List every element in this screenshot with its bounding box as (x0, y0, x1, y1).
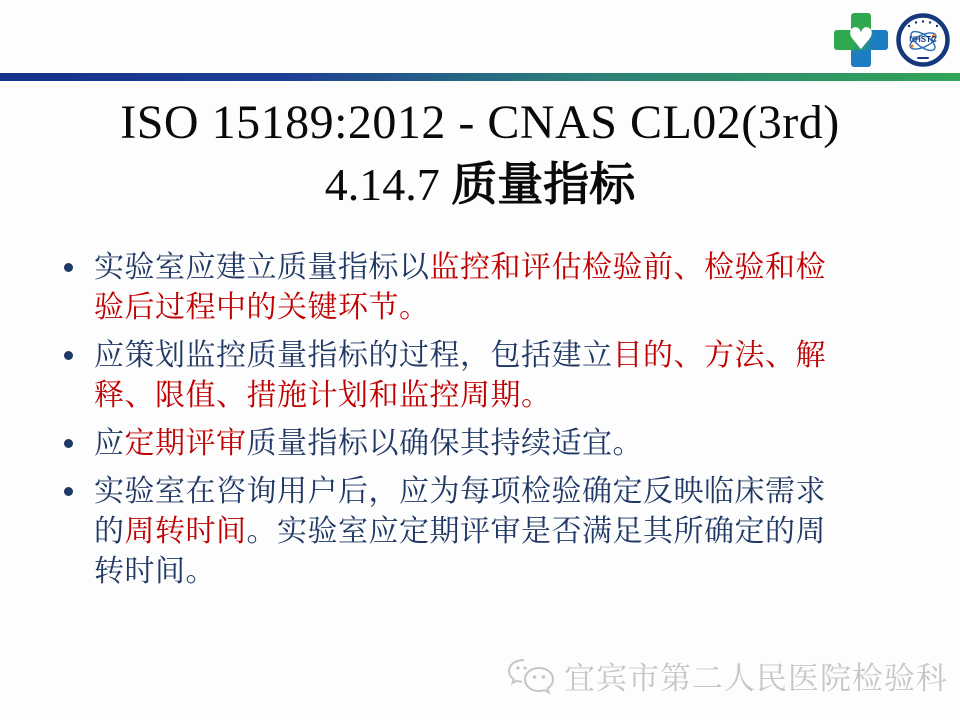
footer-watermark (506, 653, 948, 698)
title-clause (0, 154, 960, 215)
bullet-item-2 (62, 336, 852, 416)
bullet-2-segment-2: 目的、方法、解释、限值、措施计划和监控周期。 (94, 339, 826, 412)
watermark-text: 宜宾市第二人民医院检验科 (564, 661, 948, 696)
uhstc-badge-logo (896, 13, 950, 67)
wechat-icon (506, 656, 558, 696)
title-standard-ref: ISO 15189:2012 - CNAS CL02(3rd) (120, 96, 840, 149)
bullet-1-segment-1: 实验室应建立质量指标以 (94, 251, 430, 284)
bullet-4-segment-1: 实验室在咨询用户后，应为每项检验确定反映临床需求的 (94, 475, 826, 548)
bullet-3-segment-3: 质量指标以确保其持续适宜。 (246, 427, 643, 460)
badge-text: UHSTC (909, 35, 937, 44)
bullet-3-segment-1: 应 (94, 427, 125, 460)
slide-title (0, 92, 960, 215)
heart-icon: ♥ (847, 22, 875, 57)
clause-number: 4.14.7 (324, 159, 452, 210)
bullet-2-segment-1: 应策划监控质量指标的过程，包括建立 (94, 339, 613, 372)
bullet-item-3 (62, 424, 852, 464)
clause-name: 质量指标 (451, 158, 636, 210)
bullet-3-segment-2: 定期评审 (124, 427, 247, 460)
bullet-4-segment-2: 周转时间 (124, 515, 247, 548)
hospital-cross-logo (834, 13, 888, 67)
header-divider-line (0, 73, 960, 81)
bullet-1-segment-2: 监控和评估检验前、检验和检验后过程中的关键环节。 (94, 251, 826, 324)
bullet-item-1 (62, 248, 852, 328)
bullet-item-4 (62, 472, 852, 592)
slide-body (62, 248, 852, 600)
bullet-4-segment-3: 。实验室应定期评审是否满足其所确定的周转时间。 (94, 515, 826, 588)
header-logos (834, 13, 950, 67)
